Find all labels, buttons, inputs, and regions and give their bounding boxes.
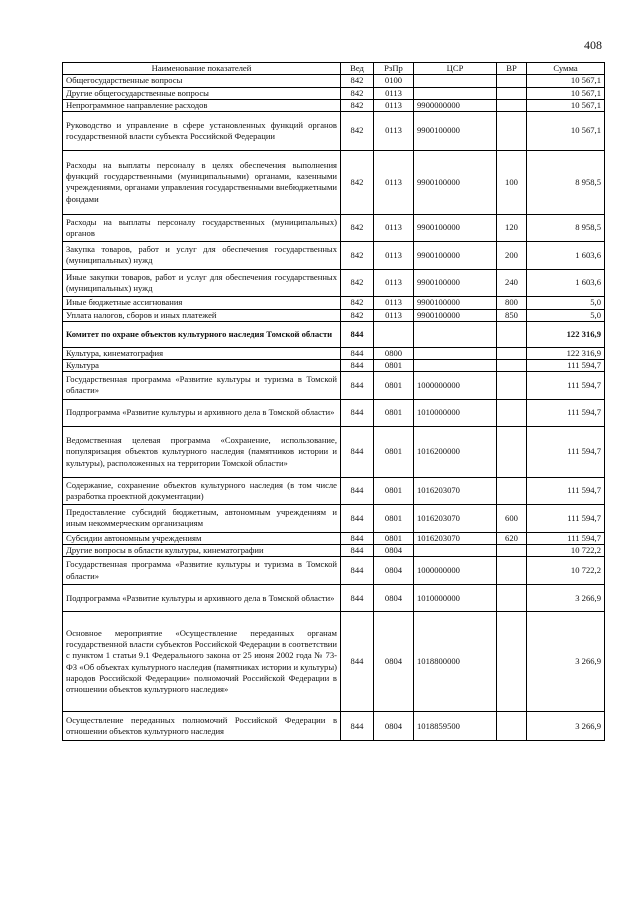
cell-ved: 842 bbox=[341, 99, 374, 111]
budget-table bbox=[62, 62, 605, 741]
table-header-row bbox=[63, 63, 605, 75]
cell-rzpr: 0801 bbox=[374, 359, 414, 371]
table-row bbox=[63, 505, 605, 533]
cell-name: Культура bbox=[63, 359, 341, 371]
cell-vr bbox=[497, 399, 527, 427]
table-row bbox=[63, 151, 605, 215]
cell-vr bbox=[497, 99, 527, 111]
cell-ved: 842 bbox=[341, 151, 374, 215]
cell-sum: 8 958,5 bbox=[527, 214, 605, 242]
cell-name: Подпрограмма «Развитие культуры и архивного дела в Томской области» bbox=[63, 399, 341, 427]
cell-name: Подпрограмма «Развитие культуры и архивного дела в Томской области» bbox=[63, 584, 341, 612]
cell-ved: 844 bbox=[341, 359, 374, 371]
cell-name: Осуществление переданных полномочий Российской Федерации в отношении объектов культурного наследия bbox=[63, 711, 341, 741]
cell-vr bbox=[497, 321, 527, 347]
cell-csr: 9900100000 bbox=[414, 242, 497, 270]
cell-name: Уплата налогов, сборов и иных платежей bbox=[63, 309, 341, 321]
header-rzpr: РзПр bbox=[374, 63, 414, 75]
cell-name: Иные бюджетные ассигнования bbox=[63, 297, 341, 309]
cell-csr: 9900100000 bbox=[414, 309, 497, 321]
cell-rzpr: 0800 bbox=[374, 347, 414, 359]
cell-ved: 844 bbox=[341, 545, 374, 557]
cell-vr bbox=[497, 711, 527, 741]
cell-vr bbox=[497, 612, 527, 711]
cell-name: Расходы на выплаты персоналу государственных (муниципальных) органов bbox=[63, 214, 341, 242]
cell-csr bbox=[414, 321, 497, 347]
cell-csr: 1018859500 bbox=[414, 711, 497, 741]
table-row bbox=[63, 545, 605, 557]
cell-ved: 842 bbox=[341, 214, 374, 242]
cell-ved: 842 bbox=[341, 75, 374, 87]
cell-ved: 844 bbox=[341, 711, 374, 741]
table-row bbox=[63, 269, 605, 297]
cell-vr bbox=[497, 359, 527, 371]
table-row bbox=[63, 711, 605, 741]
cell-vr bbox=[497, 427, 527, 477]
cell-rzpr: 0804 bbox=[374, 612, 414, 711]
cell-rzpr: 0804 bbox=[374, 557, 414, 585]
cell-ved: 842 bbox=[341, 297, 374, 309]
cell-ved: 844 bbox=[341, 399, 374, 427]
header-csr: ЦСР bbox=[414, 63, 497, 75]
cell-sum: 10 722,2 bbox=[527, 557, 605, 585]
cell-vr: 240 bbox=[497, 269, 527, 297]
cell-sum: 1 603,6 bbox=[527, 269, 605, 297]
table-row bbox=[63, 75, 605, 87]
cell-sum: 10 722,2 bbox=[527, 545, 605, 557]
cell-rzpr: 0804 bbox=[374, 711, 414, 741]
cell-name: Основное мероприятие «Осуществление переданных органам государственной власти субъектов Российской Федерации в соответствии с пунктом 1 статьи 9.1 Федерального закона от 25 июня 2002 года № 73-ФЗ «Об объектах культурного наследия (памятниках истории и культуры) народов Российской Федерации» полномочий Российской Федерации в отношении объектов культурного наследия» bbox=[63, 612, 341, 711]
cell-ved: 844 bbox=[341, 584, 374, 612]
cell-sum: 111 594,7 bbox=[527, 399, 605, 427]
cell-rzpr: 0801 bbox=[374, 505, 414, 533]
cell-csr: 1016203070 bbox=[414, 532, 497, 544]
cell-rzpr: 0113 bbox=[374, 112, 414, 151]
table-row bbox=[63, 347, 605, 359]
cell-csr: 1016203070 bbox=[414, 477, 497, 505]
table-row bbox=[63, 532, 605, 544]
cell-rzpr: 0100 bbox=[374, 75, 414, 87]
cell-rzpr: 0113 bbox=[374, 151, 414, 215]
cell-name: Содержание, сохранение объектов культурного наследия (в том числе разработка проектной документации) bbox=[63, 477, 341, 505]
cell-csr: 1016200000 bbox=[414, 427, 497, 477]
cell-csr: 1010000000 bbox=[414, 584, 497, 612]
table-row bbox=[63, 477, 605, 505]
cell-csr: 9900100000 bbox=[414, 214, 497, 242]
cell-vr bbox=[497, 75, 527, 87]
cell-name: Расходы на выплаты персоналу в целях обеспечения выполнения функций государственными (муниципальными) органами, казенными учреждениями, органами управления государственными внебюджетными фондами bbox=[63, 151, 341, 215]
cell-sum: 111 594,7 bbox=[527, 359, 605, 371]
table-row bbox=[63, 359, 605, 371]
cell-sum: 3 266,9 bbox=[527, 711, 605, 741]
cell-csr bbox=[414, 347, 497, 359]
cell-vr: 120 bbox=[497, 214, 527, 242]
cell-vr bbox=[497, 557, 527, 585]
cell-name: Субсидии автономным учреждениям bbox=[63, 532, 341, 544]
cell-sum: 122 316,9 bbox=[527, 321, 605, 347]
cell-csr: 9900100000 bbox=[414, 269, 497, 297]
cell-rzpr: 0113 bbox=[374, 87, 414, 99]
cell-csr bbox=[414, 75, 497, 87]
cell-sum: 3 266,9 bbox=[527, 584, 605, 612]
cell-sum: 111 594,7 bbox=[527, 427, 605, 477]
cell-rzpr: 0801 bbox=[374, 477, 414, 505]
table-row bbox=[63, 399, 605, 427]
cell-name: Другие общегосударственные вопросы bbox=[63, 87, 341, 99]
cell-ved: 844 bbox=[341, 427, 374, 477]
table-row bbox=[63, 309, 605, 321]
cell-rzpr: 0113 bbox=[374, 242, 414, 270]
cell-ved: 844 bbox=[341, 347, 374, 359]
cell-ved: 842 bbox=[341, 309, 374, 321]
cell-vr: 620 bbox=[497, 532, 527, 544]
cell-sum: 10 567,1 bbox=[527, 87, 605, 99]
cell-sum: 10 567,1 bbox=[527, 75, 605, 87]
cell-sum: 1 603,6 bbox=[527, 242, 605, 270]
table-row bbox=[63, 214, 605, 242]
cell-csr: 1016203070 bbox=[414, 505, 497, 533]
cell-vr bbox=[497, 584, 527, 612]
cell-name: Непрограммное направление расходов bbox=[63, 99, 341, 111]
cell-ved: 842 bbox=[341, 269, 374, 297]
page-number: 408 bbox=[584, 38, 602, 52]
cell-sum: 8 958,5 bbox=[527, 151, 605, 215]
cell-name: Другие вопросы в области культуры, кинематографии bbox=[63, 545, 341, 557]
cell-csr bbox=[414, 359, 497, 371]
cell-rzpr: 0113 bbox=[374, 214, 414, 242]
cell-vr: 100 bbox=[497, 151, 527, 215]
cell-name: Предоставление субсидий бюджетным, автономным учреждениям и иным некоммерческим организациям bbox=[63, 505, 341, 533]
table-row bbox=[63, 112, 605, 151]
cell-rzpr: 0801 bbox=[374, 532, 414, 544]
cell-rzpr: 0113 bbox=[374, 297, 414, 309]
cell-rzpr: 0804 bbox=[374, 584, 414, 612]
cell-vr bbox=[497, 477, 527, 505]
cell-ved: 844 bbox=[341, 505, 374, 533]
cell-sum: 122 316,9 bbox=[527, 347, 605, 359]
cell-vr: 600 bbox=[497, 505, 527, 533]
cell-vr bbox=[497, 87, 527, 99]
table-row bbox=[63, 557, 605, 585]
cell-ved: 842 bbox=[341, 112, 374, 151]
cell-vr bbox=[497, 545, 527, 557]
cell-rzpr: 0804 bbox=[374, 545, 414, 557]
cell-vr: 800 bbox=[497, 297, 527, 309]
cell-rzpr: 0113 bbox=[374, 99, 414, 111]
cell-ved: 844 bbox=[341, 321, 374, 347]
header-name: Наименование показателей bbox=[63, 63, 341, 75]
cell-vr bbox=[497, 372, 527, 400]
cell-sum: 10 567,1 bbox=[527, 112, 605, 151]
cell-csr bbox=[414, 87, 497, 99]
cell-sum: 111 594,7 bbox=[527, 477, 605, 505]
cell-name: Государственная программа «Развитие культуры и туризма в Томской области» bbox=[63, 372, 341, 400]
cell-csr bbox=[414, 545, 497, 557]
cell-sum: 111 594,7 bbox=[527, 372, 605, 400]
header-vr: ВР bbox=[497, 63, 527, 75]
table-row bbox=[63, 321, 605, 347]
table-row bbox=[63, 584, 605, 612]
cell-sum: 5,0 bbox=[527, 297, 605, 309]
cell-csr: 9900100000 bbox=[414, 151, 497, 215]
table-row bbox=[63, 427, 605, 477]
cell-ved: 842 bbox=[341, 242, 374, 270]
cell-csr: 9900000000 bbox=[414, 99, 497, 111]
cell-rzpr bbox=[374, 321, 414, 347]
cell-rzpr: 0113 bbox=[374, 309, 414, 321]
cell-csr: 9900100000 bbox=[414, 297, 497, 309]
cell-rzpr: 0801 bbox=[374, 372, 414, 400]
table-row bbox=[63, 297, 605, 309]
cell-ved: 844 bbox=[341, 477, 374, 505]
table-row bbox=[63, 87, 605, 99]
cell-vr: 850 bbox=[497, 309, 527, 321]
header-sum: Сумма bbox=[527, 63, 605, 75]
cell-sum: 111 594,7 bbox=[527, 532, 605, 544]
cell-csr: 1018800000 bbox=[414, 612, 497, 711]
cell-csr: 1000000000 bbox=[414, 557, 497, 585]
cell-rzpr: 0113 bbox=[374, 269, 414, 297]
cell-vr: 200 bbox=[497, 242, 527, 270]
cell-ved: 842 bbox=[341, 87, 374, 99]
cell-vr bbox=[497, 112, 527, 151]
cell-ved: 844 bbox=[341, 557, 374, 585]
cell-name: Культура, кинематография bbox=[63, 347, 341, 359]
cell-name: Закупка товаров, работ и услуг для обеспечения государственных (муниципальных) нужд bbox=[63, 242, 341, 270]
cell-name: Общегосударственные вопросы bbox=[63, 75, 341, 87]
cell-rzpr: 0801 bbox=[374, 427, 414, 477]
header-ved: Вед bbox=[341, 63, 374, 75]
table-row bbox=[63, 372, 605, 400]
cell-csr: 1010000000 bbox=[414, 399, 497, 427]
cell-name: Комитет по охране объектов культурного наследия Томской области bbox=[63, 321, 341, 347]
cell-csr: 1000000000 bbox=[414, 372, 497, 400]
table-row bbox=[63, 99, 605, 111]
cell-name: Иные закупки товаров, работ и услуг для обеспечения государственных (муниципальных) нужд bbox=[63, 269, 341, 297]
cell-sum: 3 266,9 bbox=[527, 612, 605, 711]
cell-name: Ведомственная целевая программа «Сохранение, использование, популяризация объектов культурного наследия (памятников истории и культуры), расположенных на территории Томской области» bbox=[63, 427, 341, 477]
cell-ved: 844 bbox=[341, 612, 374, 711]
cell-csr: 9900100000 bbox=[414, 112, 497, 151]
cell-sum: 111 594,7 bbox=[527, 505, 605, 533]
cell-ved: 844 bbox=[341, 372, 374, 400]
cell-vr bbox=[497, 347, 527, 359]
cell-name: Государственная программа «Развитие культуры и туризма в Томской области» bbox=[63, 557, 341, 585]
table-row bbox=[63, 242, 605, 270]
cell-sum: 10 567,1 bbox=[527, 99, 605, 111]
cell-ved: 844 bbox=[341, 532, 374, 544]
cell-sum: 5,0 bbox=[527, 309, 605, 321]
cell-rzpr: 0801 bbox=[374, 399, 414, 427]
cell-name: Руководство и управление в сфере установленных функций органов государственной власти субъекта Российской Федерации bbox=[63, 112, 341, 151]
table-row bbox=[63, 612, 605, 711]
